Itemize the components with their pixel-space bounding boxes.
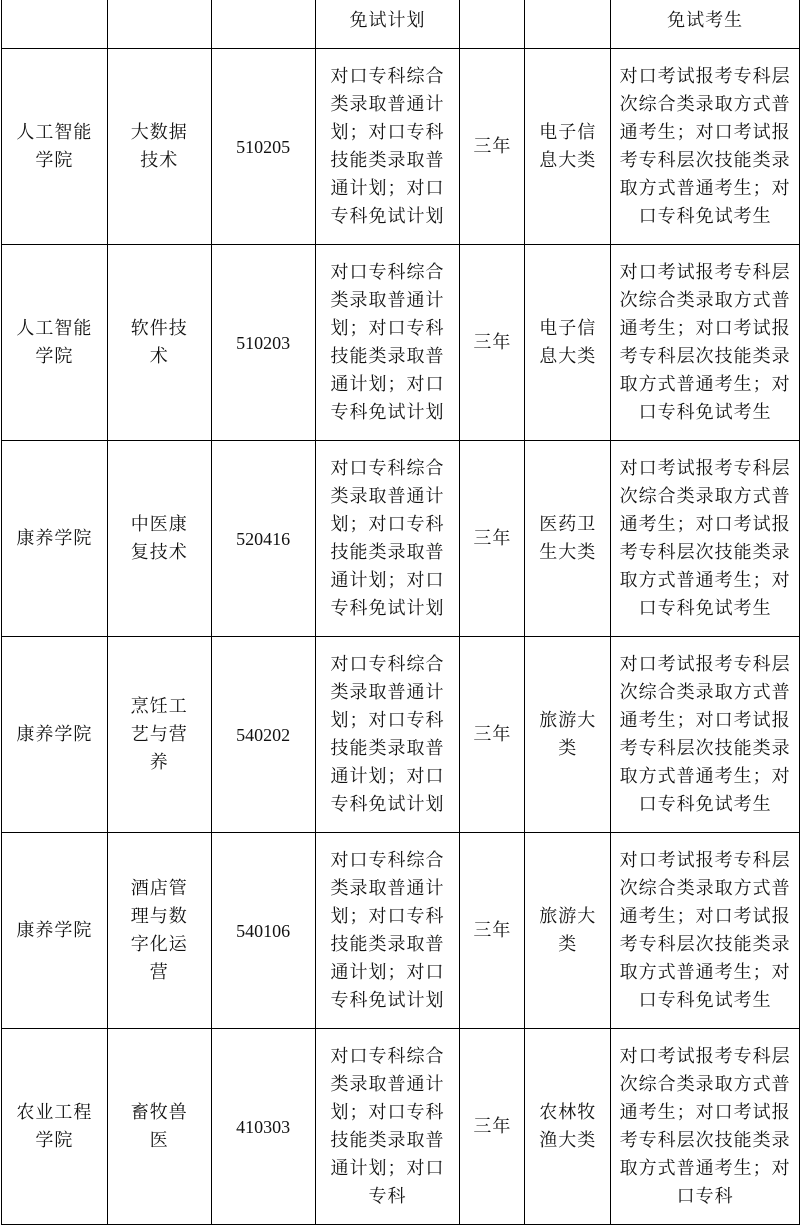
plan-cell xyxy=(315,49,460,245)
header-cell-major xyxy=(107,0,211,49)
major-cell xyxy=(107,1029,211,1225)
college-cell-text: 康养学院 xyxy=(16,919,93,941)
category-cell-text: 农林牧渔大类 xyxy=(539,1101,597,1151)
code-cell xyxy=(211,245,315,441)
duration-cell-text: 三年 xyxy=(473,1115,512,1137)
major-cell-text: 畜牧兽医 xyxy=(130,1101,188,1151)
students-cell xyxy=(611,245,800,441)
table-row xyxy=(2,637,800,833)
table-header-row xyxy=(2,0,800,49)
duration-cell xyxy=(460,441,525,637)
duration-cell-text: 三年 xyxy=(473,135,512,157)
duration-cell xyxy=(460,637,525,833)
header-cell-college xyxy=(2,0,108,49)
college-cell-text: 农业工程学院 xyxy=(16,1101,93,1151)
table-row xyxy=(2,833,800,1029)
code-cell-text: 510205 xyxy=(236,136,291,157)
enrollment-table xyxy=(1,0,800,1225)
students-cell xyxy=(611,833,800,1029)
students-cell-text: 对口考试报考专科层次综合类录取方式普通考生；对口考试报考专科层次技能类录取方式普通考生；对口专科免试考生 xyxy=(619,457,791,619)
plan-cell-text: 对口专科综合类录取普通计划；对口专科技能类录取普通计划；对口专科免试计划 xyxy=(330,261,445,423)
duration-cell xyxy=(460,833,525,1029)
college-cell xyxy=(2,245,108,441)
plan-cell-text: 对口专科综合类录取普通计划；对口专科技能类录取普通计划；对口专科免试计划 xyxy=(330,653,445,815)
header-plan-text: 免试计划 xyxy=(349,9,426,31)
major-cell-text: 软件技术 xyxy=(130,317,188,367)
category-cell xyxy=(525,49,611,245)
plan-cell xyxy=(315,441,460,637)
code-cell xyxy=(211,1029,315,1225)
table-row xyxy=(2,1029,800,1225)
college-cell xyxy=(2,49,108,245)
header-cell-category xyxy=(525,0,611,49)
college-cell xyxy=(2,441,108,637)
category-cell-text: 旅游大类 xyxy=(539,709,597,759)
duration-cell xyxy=(460,49,525,245)
college-cell-text: 康养学院 xyxy=(16,527,93,549)
college-cell xyxy=(2,1029,108,1225)
table-row xyxy=(2,245,800,441)
category-cell xyxy=(525,245,611,441)
table-row xyxy=(2,441,800,637)
plan-cell xyxy=(315,1029,460,1225)
major-cell xyxy=(107,245,211,441)
college-cell-text: 人工智能学院 xyxy=(16,317,93,367)
header-cell-code xyxy=(211,0,315,49)
major-cell-text: 中医康复技术 xyxy=(130,513,188,563)
major-cell xyxy=(107,441,211,637)
header-cell-students xyxy=(611,0,800,49)
students-cell-text: 对口考试报考专科层次综合类录取方式普通考生；对口考试报考专科层次技能类录取方式普通考生；对口专科免试考生 xyxy=(619,653,791,815)
header-cell-plan xyxy=(315,0,460,49)
students-cell xyxy=(611,637,800,833)
duration-cell-text: 三年 xyxy=(473,331,512,353)
category-cell xyxy=(525,1029,611,1225)
plan-cell xyxy=(315,637,460,833)
college-cell xyxy=(2,833,108,1029)
code-cell xyxy=(211,49,315,245)
plan-cell-text: 对口专科综合类录取普通计划；对口专科技能类录取普通计划；对口专科免试计划 xyxy=(330,65,445,227)
code-cell xyxy=(211,637,315,833)
header-students-text: 免试考生 xyxy=(667,9,744,31)
code-cell xyxy=(211,833,315,1029)
category-cell-text: 医药卫生大类 xyxy=(539,513,597,563)
duration-cell-text: 三年 xyxy=(473,723,512,745)
table-row xyxy=(2,49,800,245)
category-cell xyxy=(525,833,611,1029)
duration-cell-text: 三年 xyxy=(473,919,512,941)
plan-cell-text: 对口专科综合类录取普通计划；对口专科技能类录取普通计划；对口专科免试计划 xyxy=(330,849,445,1011)
major-cell xyxy=(107,637,211,833)
major-cell-text: 烹饪工艺与营养 xyxy=(130,695,188,773)
plan-cell-text: 对口专科综合类录取普通计划；对口专科技能类录取普通计划；对口专科 xyxy=(330,1045,445,1207)
college-cell-text: 康养学院 xyxy=(16,723,93,745)
major-cell xyxy=(107,833,211,1029)
duration-cell xyxy=(460,245,525,441)
students-cell xyxy=(611,441,800,637)
code-cell-text: 510203 xyxy=(236,332,291,353)
plan-cell xyxy=(315,245,460,441)
college-cell xyxy=(2,637,108,833)
major-cell-text: 大数据技术 xyxy=(130,121,188,171)
category-cell-text: 电子信息大类 xyxy=(539,317,597,367)
major-cell-text: 酒店管理与数字化运营 xyxy=(130,877,188,983)
students-cell-text: 对口考试报考专科层次综合类录取方式普通考生；对口考试报考专科层次技能类录取方式普通考生；对口专科免试考生 xyxy=(619,261,791,423)
code-cell-text: 520416 xyxy=(236,528,291,549)
plan-cell xyxy=(315,833,460,1029)
category-cell-text: 旅游大类 xyxy=(539,905,597,955)
code-cell-text: 540106 xyxy=(236,920,291,941)
category-cell xyxy=(525,441,611,637)
plan-cell-text: 对口专科综合类录取普通计划；对口专科技能类录取普通计划；对口专科免试计划 xyxy=(330,457,445,619)
students-cell-text: 对口考试报考专科层次综合类录取方式普通考生；对口考试报考专科层次技能类录取方式普通考生；对口专科免试考生 xyxy=(619,849,791,1011)
students-cell-text: 对口考试报考专科层次综合类录取方式普通考生；对口考试报考专科层次技能类录取方式普通考生；对口专科 xyxy=(619,1045,791,1207)
category-cell-text: 电子信息大类 xyxy=(539,121,597,171)
major-cell xyxy=(107,49,211,245)
students-cell-text: 对口考试报考专科层次综合类录取方式普通考生；对口考试报考专科层次技能类录取方式普通考生；对口专科免试考生 xyxy=(619,65,791,227)
duration-cell-text: 三年 xyxy=(473,527,512,549)
code-cell-text: 410303 xyxy=(236,1116,291,1137)
code-cell xyxy=(211,441,315,637)
students-cell xyxy=(611,49,800,245)
college-cell-text: 人工智能学院 xyxy=(16,121,93,171)
category-cell xyxy=(525,637,611,833)
students-cell xyxy=(611,1029,800,1225)
code-cell-text: 540202 xyxy=(236,724,291,745)
header-cell-duration xyxy=(460,0,525,49)
duration-cell xyxy=(460,1029,525,1225)
